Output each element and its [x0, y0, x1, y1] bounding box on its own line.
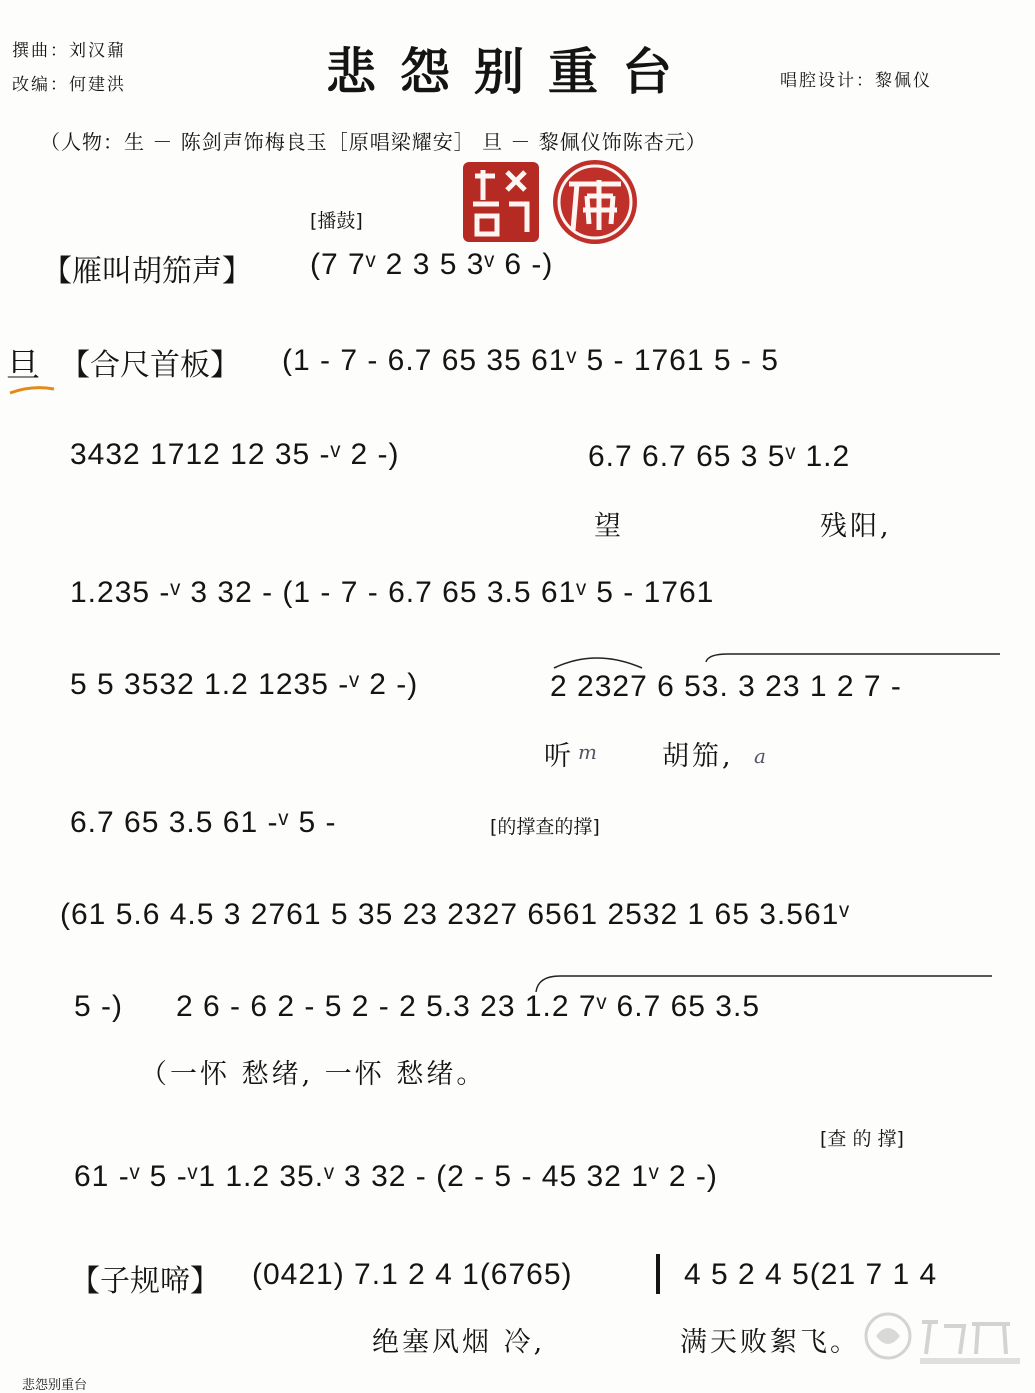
percussion-mark-2: [查 的 撑] [820, 1128, 904, 1150]
footer-title: 悲怨别重台 [22, 1378, 88, 1393]
cast-line: （人物：生 － 陈剑声饰梅良玉［原唱梁耀安］ 旦 － 黎佩仪饰陈杏元） [40, 130, 707, 154]
notation-line-10b: 4 5 2 4 5(21 7 1 4 [684, 1258, 938, 1291]
notation-line-4: 1.235 -ᵛ 3 32 - (1 - 7 - 6.7 65 3.5 61ᵛ 5 - 1761 [70, 576, 715, 609]
round-seal-icon [553, 160, 637, 244]
lyric-line-3a: 望 [594, 511, 624, 542]
bar-line [656, 1254, 660, 1294]
slur-mark-2 [530, 968, 1000, 998]
vocal-design-credit: 唱腔设计：黎佩仪 [780, 71, 932, 91]
lyric-line-3b: 残阳, [820, 511, 892, 542]
tune-label-yanjiao: 【雁叫胡笳声】 [42, 254, 252, 289]
lyric-line-10a: 绝塞风烟 冷, [372, 1327, 546, 1358]
notation-line-10a: (0421) 7.1 2 4 1(6765) [252, 1258, 573, 1291]
notation-line-5a: 5 5 3532 1.2 1235 -ᵛ 2 -) [70, 668, 419, 701]
handwritten-m-note: m [578, 740, 597, 764]
notation-line-7: (61 5.6 4.5 3 2761 5 35 23 2327 6561 2532 1 65 3.561ᵛ [60, 898, 850, 931]
orange-underline-mark [8, 382, 56, 396]
slur-marks [548, 646, 1008, 676]
percussion-mark-1: [的撑查的撑] [490, 816, 600, 838]
notation-line-3b: 6.7 6.7 65 3 5ᵛ 1.2 [588, 440, 851, 473]
notation-line-8a: 5 -) [74, 990, 123, 1023]
page-title: 悲怨别重台 [326, 42, 696, 101]
notation-line-1: (7 7ᵛ 2 3 5 3ᵛ 6 -) [310, 248, 554, 281]
role-dan: 旦 [6, 346, 40, 386]
notation-line-2: (1 - 7 - 6.7 65 35 61ᵛ 5 - 1761 5 - 5 [282, 344, 779, 377]
lyric-line-5a: 听 [544, 741, 574, 772]
watermark-logo [860, 1308, 1030, 1368]
adapter-credit: 改编：何建洪 [12, 75, 126, 95]
lyric-line-10b: 满天败絮飞。 [680, 1327, 860, 1358]
lyric-line-5b: 胡笳, [662, 741, 734, 772]
notation-line-8b: 2 6 - 6 2 - 5 2 - 2 5.3 23 1.2 7ᵛ 6.7 65 3.5 [176, 990, 760, 1023]
lyric-line-8: （一怀 愁绪, 一怀 愁绪。 [140, 1059, 487, 1090]
tune-label-hechi: 【合尺首板】 [60, 348, 240, 383]
notation-line-5b: 2 2327 6 53. 3 23 1 2 7 - [550, 670, 902, 703]
composer-credit: 撰曲：刘汉鼐 [12, 41, 126, 61]
tune-label-zigui: 【子规啼】 [70, 1264, 220, 1299]
notation-line-6: 6.7 65 3.5 61 -ᵛ 5 - [70, 806, 337, 839]
notation-line-3a: 3432 1712 12 35 -ᵛ 2 -) [70, 438, 400, 471]
notation-line-9: 61 -ᵛ 5 -ᵛ1 1.2 35.ᵛ 3 32 - (2 - 5 - 45 32 1ᵛ 2 -) [74, 1160, 718, 1193]
handwritten-a-note: a [754, 744, 766, 768]
seal-stamps [455, 160, 645, 250]
drum-mark: [播鼓] [310, 210, 363, 232]
